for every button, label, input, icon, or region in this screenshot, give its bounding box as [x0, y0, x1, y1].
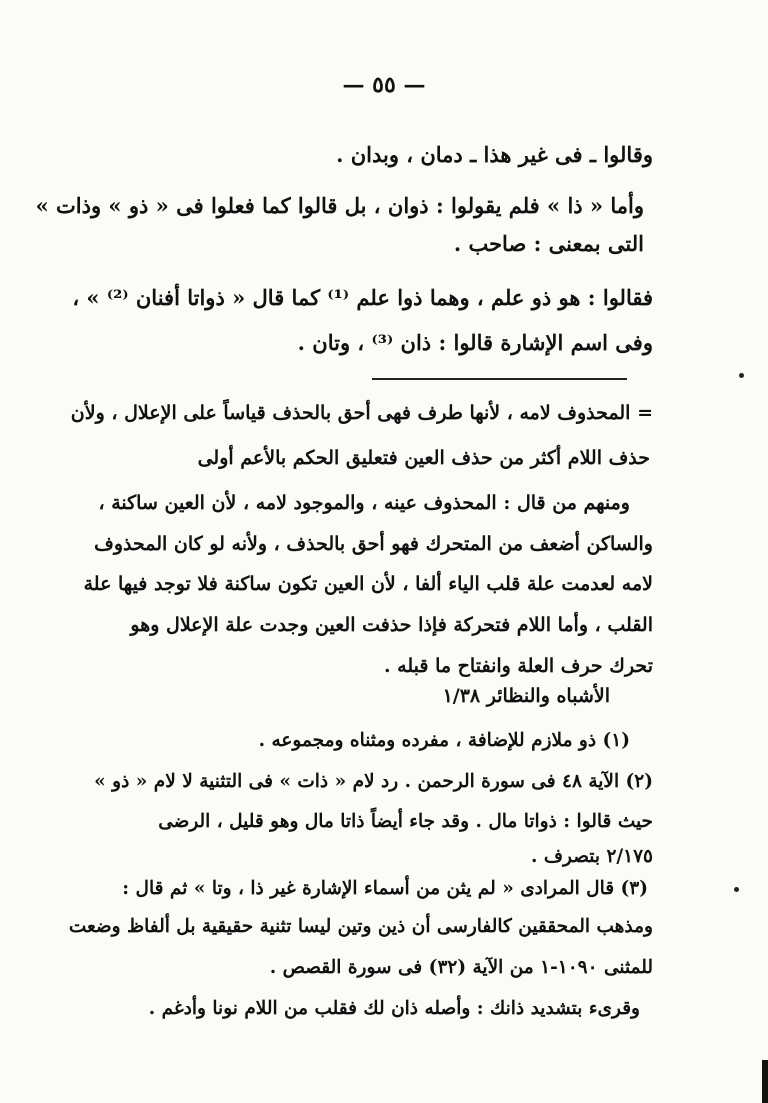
text-line: وفى اسم الإشارة قالوا : ذان ⁽³⁾ ، وتان . — [297, 330, 653, 355]
note-line: حذف اللام أكثر من حذف العين فتعليق الحكم بالأعم أولى — [197, 447, 650, 469]
footnote-line: (٣) قال المرادى « لم يثن من أسماء الإشارة غير ذا ، وتا » ثم قال : — [122, 878, 648, 899]
footnote-line: حيث قالوا : ذواتا مال . وقد جاء أيضاً ذاتا مال وهو قليل ، الرضى — [158, 811, 653, 832]
text-line: فقالوا : هو ذو علم ، وهما ذوا علم ⁽¹⁾ كما قال « ذواتا أفنان ⁽²⁾ » ، — [72, 285, 653, 310]
note-line: ومنهم من قال : المحذوف عينه ، والموجود لامه ، لأن العين ساكنة ، — [98, 492, 630, 514]
footnote-line: وقرىء بتشديد ذانك : وأصله ذان لك فقلب من اللام نونا وأدغم . — [148, 998, 640, 1019]
footnote-line: (١) ذو ملازم للإضافة ، مفرده ومثناه ومجموعه . — [258, 730, 630, 751]
note-source: الأشباه والنظائر ١/٣٨ — [442, 685, 610, 707]
margin-speck — [734, 887, 739, 892]
note-line: تحرك حرف العلة وانفتاح ما قبله . — [383, 655, 653, 677]
page-number: — ٥٥ — — [342, 72, 426, 98]
note-line: القلب ، وأما اللام فتحركة فإذا حذفت العين وجدت علة الإعلال وهو — [130, 614, 653, 636]
text-line: وقالوا ـ فى غير هذا ـ دمان ، وبدان . — [336, 142, 653, 167]
text-line: التى بمعنى : صاحب . — [453, 231, 644, 256]
page-edge-shadow — [762, 1060, 768, 1103]
text-line: وأما « ذا » فلم يقولوا : ذوان ، بل قالوا كما فعلوا فى « ذو » وذات » — [35, 193, 644, 218]
footnote-line: ٢/١٧٥ بتصرف . — [531, 846, 653, 867]
footnote-line: للمثنى ١٠٩٠-١ من الآية (٣٢) فى سورة القصص . — [269, 957, 653, 978]
footnote-divider — [372, 378, 627, 380]
note-line: والساكن أضعف من المتحرك فهو أحق بالحذف ، ولأنه لو كان المحذوف — [94, 533, 653, 555]
note-line: = المحذوف لامه ، لأنها طرف فهى أحق بالحذف قياساً على الإعلال ، ولأن — [70, 402, 653, 424]
footnote-line: (٢) الآية ٤٨ فى سورة الرحمن . رد لام « ذات » فى التثنية لا لام « ذو » — [94, 771, 653, 792]
margin-speck — [739, 373, 744, 378]
footnote-line: ومذهب المحققين كالفارسى أن ذين وتين ليسا تثنية حقيقية بل ألفاظ وضعت — [68, 916, 653, 937]
note-line: لامه لعدمت علة قلب الياء ألفا ، لأن العين تكون ساكنة فلا توجد فيها علة — [83, 573, 653, 595]
